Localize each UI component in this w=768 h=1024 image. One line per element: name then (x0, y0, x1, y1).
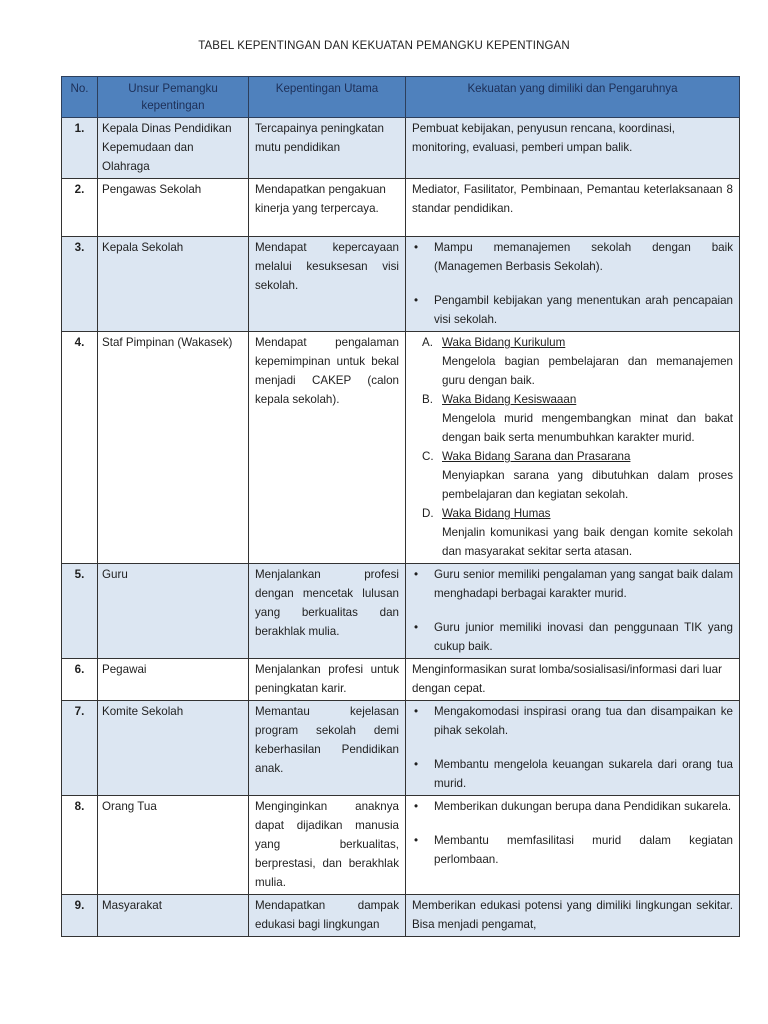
unsur-cell: Pengawas Sekolah (98, 179, 249, 237)
table-row (62, 659, 740, 701)
list-marker: C. (422, 450, 434, 463)
list-item: • Membantu memfasilitasi murid dalam kegiatan perlombaan. (412, 831, 733, 869)
list-marker: B. (422, 393, 433, 406)
table-row (62, 564, 740, 659)
waka-desc: Menyiapkan sarana yang dibutuhkan dalam proses pembelajaran dan kegiatan sekolah. (442, 469, 733, 501)
header-unsur: Unsur Pemangku kepentingan (98, 77, 249, 118)
kepentingan-cell: Menjalankan profesi untuk peningkatan karir. (249, 659, 406, 701)
unsur-cell: Staf Pimpinan (Wakasek) (98, 332, 249, 564)
row-number: 9. (62, 895, 98, 937)
list-marker: D. (422, 507, 434, 520)
table-row (62, 237, 740, 332)
waka-title: Waka Bidang Kesiswaaan (442, 393, 577, 406)
list-item (412, 390, 733, 447)
table-row (62, 118, 740, 179)
list-item: • Guru junior memiliki inovasi dan penggunaan TIK yang cukup baik. (412, 618, 733, 656)
unsur-cell: Kepala Dinas Pendidikan Kepemudaan dan Olahraga (98, 118, 249, 179)
waka-desc: Mengelola murid mengembangkan minat dan bakat dengan baik serta menumbuhkan karakter murid. (442, 412, 733, 444)
list-item (412, 447, 733, 504)
row-number: 2. (62, 179, 98, 237)
header-no: No. (62, 77, 98, 118)
row-number: 8. (62, 796, 98, 895)
unsur-cell: Pegawai (98, 659, 249, 701)
list-item: • Pengambil kebijakan yang menentukan arah pencapaian visi sekolah. (412, 291, 733, 329)
kepentingan-cell: Menjalankan profesi dengan mencetak lulusan yang berkualitas dan berakhlak mulia. (249, 564, 406, 659)
stakeholder-table (61, 76, 740, 937)
table-header-row (62, 77, 740, 118)
table-row (62, 895, 740, 937)
row-number: 7. (62, 701, 98, 796)
waka-desc: Menjalin komunikasi yang baik dengan komite sekolah dan masyarakat sekitar serta atasan. (442, 526, 733, 558)
row-number: 6. (62, 659, 98, 701)
kepentingan-cell: Mendapat pengalaman kepemimpinan untuk bekal menjadi CAKEP (calon kepala sekolah). (249, 332, 406, 564)
list-item: • Mampu memanajemen sekolah dengan baik (Managemen Berbasis Sekolah). (412, 238, 733, 276)
kepentingan-cell: Mendapatkan pengakuan kinerja yang terpercaya. (249, 179, 406, 237)
kepentingan-cell: Mendapat kepercayaan melalui kesuksesan visi sekolah. (249, 237, 406, 332)
list-item: • Memberikan dukungan berupa dana Pendidikan sukarela. (412, 797, 733, 816)
list-item (412, 504, 733, 561)
header-kekuatan: Kekuatan yang dimiliki dan Pengaruhnya (406, 77, 740, 118)
list-item: • Guru senior memiliki pengalaman yang sangat baik dalam menghadapi berbagai karakter murid. (412, 565, 733, 603)
table-row (62, 179, 740, 237)
row-number: 5. (62, 564, 98, 659)
kekuatan-cell (406, 564, 740, 659)
kekuatan-cell (406, 332, 740, 564)
list-marker: A. (422, 336, 433, 349)
kekuatan-cell: Menginformasikan surat lomba/sosialisasi/informasi dari luar dengan cepat. (406, 659, 740, 701)
list-item: • Membantu mengelola keuangan sukarela dari orang tua murid. (412, 755, 733, 793)
row-number: 3. (62, 237, 98, 332)
table-row (62, 332, 740, 564)
kepentingan-cell: Tercapainya peningkatan mutu pendidikan (249, 118, 406, 179)
table-row (62, 796, 740, 895)
waka-title: Waka Bidang Humas (442, 507, 551, 520)
row-number: 1. (62, 118, 98, 179)
kepentingan-cell: Mendapatkan dampak edukasi bagi lingkungan (249, 895, 406, 937)
list-item: • Mengakomodasi inspirasi orang tua dan disampaikan ke pihak sekolah. (412, 702, 733, 740)
kekuatan-cell (406, 701, 740, 796)
row-number: 4. (62, 332, 98, 564)
kekuatan-cell: Pembuat kebijakan, penyusun rencana, koordinasi, monitoring, evaluasi, pemberi umpan balik. (406, 118, 740, 179)
unsur-cell: Guru (98, 564, 249, 659)
table-row (62, 701, 740, 796)
unsur-cell: Masyarakat (98, 895, 249, 937)
kepentingan-cell: Memantau kejelasan program sekolah demi keberhasilan Pendidikan anak. (249, 701, 406, 796)
kekuatan-cell: Mediator, Fasilitator, Pembinaan, Pemantau keterlaksanaan 8 standar pendidikan. (406, 179, 740, 237)
waka-title: Waka Bidang Sarana dan Prasarana (442, 450, 631, 463)
waka-title: Waka Bidang Kurikulum (442, 336, 566, 349)
kekuatan-cell (406, 237, 740, 332)
kekuatan-cell: Memberikan edukasi potensi yang dimiliki lingkungan sekitar. Bisa menjadi pengamat, (406, 895, 740, 937)
kepentingan-cell: Menginginkan anaknya dapat dijadikan manusia yang berkualitas, berprestasi, dan berakhlak mulia. (249, 796, 406, 895)
list-item (412, 333, 733, 390)
unsur-cell: Komite Sekolah (98, 701, 249, 796)
page-title: TABEL KEPENTINGAN DAN KEKUATAN PEMANGKU KEPENTINGAN (198, 40, 570, 52)
kekuatan-cell (406, 796, 740, 895)
header-kepentingan: Kepentingan Utama (249, 77, 406, 118)
unsur-cell: Orang Tua (98, 796, 249, 895)
unsur-cell: Kepala Sekolah (98, 237, 249, 332)
waka-desc: Mengelola bagian pembelajaran dan memanajemen guru dengan baik. (442, 355, 733, 387)
